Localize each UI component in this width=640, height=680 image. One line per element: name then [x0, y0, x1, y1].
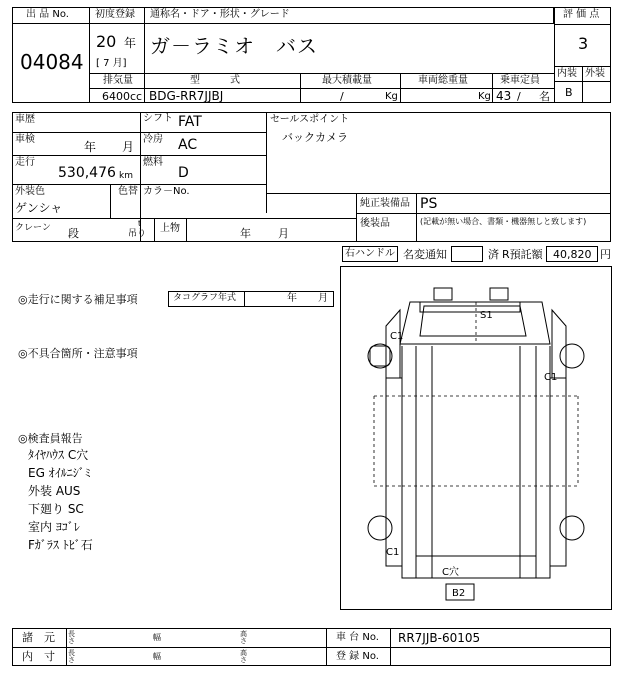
crane-ton-top: t — [138, 219, 142, 228]
inner-length-label: 長さ — [68, 649, 75, 664]
score-value: 3 — [578, 34, 589, 53]
factory-equipment-value: PS — [420, 196, 438, 212]
tachograph-label: タコグラフ年式 — [173, 293, 237, 303]
interior-label: 内装 — [557, 68, 577, 79]
color-change-label: 色替 — [118, 186, 138, 197]
crane-label: クレーン — [15, 223, 51, 233]
chassis-label: 車 台 No. — [336, 632, 379, 643]
inspection-year-unit: 年 — [84, 140, 97, 154]
damage-mark-b2: B2 — [452, 588, 466, 599]
inspection-label: 車検 — [15, 134, 35, 145]
max-load-unit: Kg — [385, 91, 398, 102]
damage-mark-c1-rear-left: C1 — [386, 547, 400, 558]
inspector-line: ﾀｲﾔﾊｳｽ C穴 — [28, 448, 89, 462]
lot-number: 04084 — [20, 50, 84, 74]
loading-year: 年 — [240, 227, 251, 240]
inner-height-label: 高さ — [240, 649, 247, 664]
gross-weight-unit: Kg — [478, 91, 491, 102]
crane-ton-bottom: 吊り — [128, 229, 147, 239]
color-label: 外装色 — [15, 186, 45, 197]
name-change-box — [451, 246, 483, 262]
name-change-label: 名変通知 — [403, 248, 447, 261]
chassis-number: RR7JJB-60105 — [398, 631, 481, 645]
aftermarket-note: (記載が無い場合、書類・機器無しと致します) — [420, 217, 587, 226]
first-reg-year: 20 — [96, 32, 117, 51]
car-name: ガ－ラミオ バス — [150, 34, 318, 58]
vehicle-damage-diagram — [340, 266, 612, 610]
first-reg-year-unit: 年 — [124, 36, 137, 50]
displacement-unit: cc — [130, 90, 143, 103]
displacement-value: 6400 — [102, 90, 130, 103]
inspector-line: 外装 AUS — [28, 484, 81, 498]
ac-label: 冷房 — [143, 134, 163, 145]
gross-weight-label: 車両総重量 — [418, 75, 468, 86]
first-reg-label: 初度登録 — [95, 9, 135, 20]
loading-month: 月 — [278, 227, 289, 240]
color-code-label: カラ－No. — [143, 186, 190, 197]
registration-label: 登 録 No. — [336, 651, 379, 662]
spec-width-label: 幅 — [153, 633, 161, 642]
factory-equipment-label: 純正装備品 — [360, 198, 410, 209]
mileage-value: 530,476 — [58, 165, 116, 181]
spec-length-label: 長さ — [68, 630, 75, 645]
lot-label: 出 品 No. — [26, 9, 69, 20]
driving-notes-label: ◎走行に関する補足事項 — [18, 293, 138, 306]
inspector-line: 室内 ﾖｺﾞﾚ — [28, 520, 80, 534]
inspector-report-label: ◎検査員報告 — [18, 432, 83, 445]
yen-unit: 円 — [600, 248, 611, 261]
damage-mark-c1-front-right: C1 — [544, 372, 558, 383]
inspector-line: Fｶﾞﾗｽ ﾄﾋﾞ石 — [28, 538, 93, 552]
exterior-label: 外装 — [585, 68, 605, 79]
defects-label: ◎不具合箇所・注意事項 — [18, 347, 138, 360]
inspector-line: EG ｵｲﾙﾆｼﾞﾐ — [28, 466, 91, 480]
recycle-prefix: 済 — [488, 248, 499, 261]
crane-stage: 段 — [68, 227, 79, 240]
tachograph-year-unit: 年 — [287, 293, 297, 304]
color-value: ゲンシャ — [15, 201, 63, 215]
loading-label: 上物 — [160, 223, 180, 234]
shift-label: シフト — [143, 113, 173, 124]
damage-mark-c-hole: C穴 — [442, 567, 459, 578]
inner-size-label: 内 寸 — [22, 650, 55, 663]
mileage-label: 走行 — [15, 157, 35, 168]
displacement-label: 排気量 — [103, 75, 133, 86]
tachograph-month-unit: 月 — [318, 293, 328, 304]
spec-label: 諸 元 — [22, 631, 55, 644]
score-label: 評 価 点 — [563, 9, 600, 20]
mileage-unit: km — [119, 171, 133, 181]
capacity-slash: / — [517, 90, 521, 103]
model-label: 型 式 — [190, 75, 240, 86]
aftermarket-label: 後装品 — [360, 218, 390, 229]
ac-value: AC — [178, 137, 198, 153]
right-handle-label: 右ハンドル — [345, 248, 395, 259]
capacity-value: 43 — [496, 89, 512, 103]
sales-point-label: セールスポイント — [270, 114, 350, 125]
recycle-label: R預託額 — [502, 248, 543, 261]
max-load-slash: / — [340, 90, 344, 103]
sales-point-value: バックカメラ — [282, 131, 348, 144]
interior-grade: B — [565, 86, 573, 99]
capacity-label: 乗車定員 — [500, 75, 540, 86]
model-code: BDG-RR7JJBJ — [149, 89, 224, 103]
history-label: 車歴 — [15, 114, 35, 125]
damage-mark-c1-front-left: C1 — [390, 331, 404, 342]
spec-height-label: 高さ — [240, 630, 247, 645]
car-name-label: 通称名・ドア・形状・グレード — [150, 9, 290, 20]
inspection-month-unit: 月 — [122, 140, 135, 154]
fuel-label: 燃料 — [143, 157, 163, 168]
capacity-unit: 名 — [539, 90, 550, 103]
inner-width-label: 幅 — [153, 652, 161, 661]
max-load-label: 最大積載量 — [322, 75, 372, 86]
shift-value: FAT — [178, 114, 202, 130]
first-reg-month: [ 7 月] — [96, 58, 127, 69]
recycle-amount: 40,820 — [553, 248, 592, 261]
fuel-value: D — [178, 165, 189, 181]
inspector-line: 下廻り SC — [28, 502, 84, 516]
damage-mark-s1: S1 — [480, 310, 493, 321]
